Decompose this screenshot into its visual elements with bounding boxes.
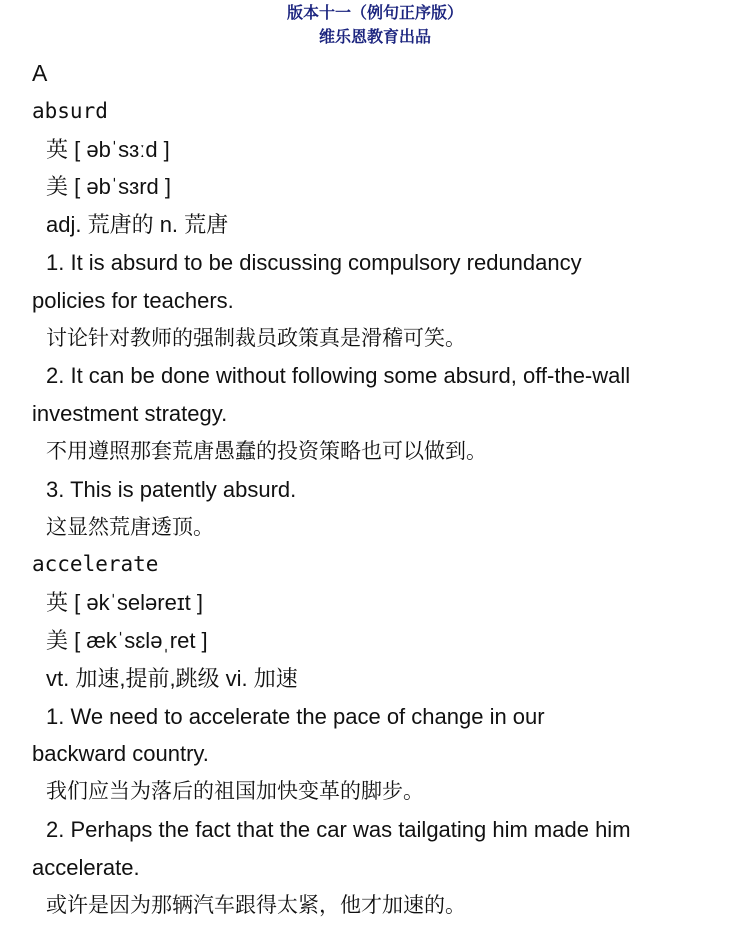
example-sentence — [32, 471, 740, 547]
header-title: 版本十一（例句正序版） — [286, 3, 463, 22]
example-english-line: 2. It can be done without following some absurd, off-the-wall — [46, 363, 631, 389]
us-phonetic: 美 [ ækˈsɛləˌret ] — [46, 627, 208, 653]
example-sentence — [32, 811, 740, 924]
example-english-continuation: backward country. — [32, 741, 209, 767]
vocab-entry-absurd — [32, 93, 740, 547]
example-english-line: 3. This is patently absurd. — [46, 476, 297, 502]
example-chinese-translation: 或许是因为那辆汽车跟得太紧，他才加速的。 — [46, 892, 466, 917]
example-chinese-translation: 我们应当为落后的祖国加快变革的脚步。 — [46, 779, 424, 804]
uk-phonetic: 英 [ əkˈseləreɪt ] — [46, 590, 203, 616]
us-phonetic: 美 [ əbˈsɜrd ] — [46, 174, 172, 200]
vocab-entry-accelerate — [32, 546, 740, 924]
example-english-line: 1. It is absurd to be discussing compulsory redundancy — [46, 249, 582, 275]
entry-word: accelerate — [32, 552, 159, 577]
section-letter: A — [32, 60, 48, 86]
entry-word: absurd — [32, 98, 108, 123]
example-sentence — [32, 698, 740, 811]
document-header — [0, 0, 750, 49]
part-of-speech-definition: vt. 加速,提前,跳级 vi. 加速 — [46, 665, 298, 691]
example-english-line: 1. We need to accelerate the pace of change in our — [46, 703, 545, 729]
part-of-speech-definition: adj. 荒唐的 n. 荒唐 — [46, 212, 229, 238]
vocabulary-list — [0, 55, 750, 924]
uk-phonetic: 英 [ əbˈsɜːd ] — [46, 136, 170, 162]
example-sentence — [32, 357, 740, 470]
example-english-continuation: investment strategy. — [32, 401, 228, 427]
example-chinese-translation: 这显然荒唐透顶。 — [46, 514, 214, 539]
example-chinese-translation: 不用遵照那套荒唐愚蠢的投资策略也可以做到。 — [46, 438, 487, 463]
example-chinese-translation: 讨论针对教师的强制裁员政策真是滑稽可笑。 — [46, 325, 466, 350]
example-english-line: 2. Perhaps the fact that the car was tailgating him made him — [46, 816, 631, 842]
header-publisher: 维乐恩教育出品 — [318, 27, 431, 46]
example-english-continuation: accelerate. — [32, 854, 140, 880]
example-english-continuation: policies for teachers. — [32, 287, 234, 313]
example-sentence — [32, 244, 740, 357]
